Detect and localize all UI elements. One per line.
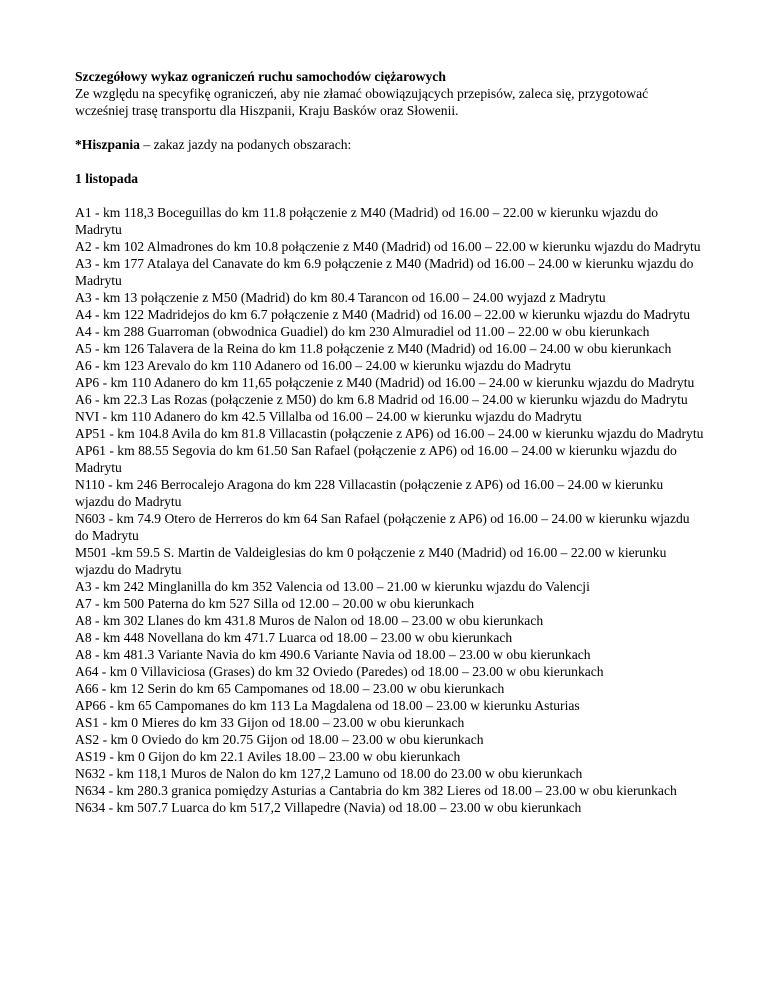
document-page [75, 68, 705, 816]
restriction-entry: N634 - km 280.3 granica pomiędzy Asturias a Cantabria do km 382 Lieres od 18.00 – 23.00 w obu kierunkach [75, 783, 677, 798]
restriction-list [75, 204, 705, 816]
country-name: *Hiszpania [75, 137, 140, 152]
restriction-entry: A64 - km 0 Villaviciosa (Grases) do km 32 Oviedo (Paredes) od 18.00 – 23.00 w obu kierunkach [75, 664, 604, 679]
restriction-entry: A4 - km 122 Madridejos do km 6.7 połączenie z M40 (Madrid) od 16.00 – 22.00 w kierunku wjazdu do Madrytu [75, 307, 691, 322]
restriction-entry: A8 - km 302 Llanes do km 431.8 Muros de Nalon od 18.00 – 23.00 w obu kierunkach [75, 613, 544, 628]
restriction-entry: AP61 - km 88.55 Segovia do km 61.50 San Rafael (połączenie z AP6) od 16.00 – 24.00 w kierunku wjazdu do Madrytu [75, 443, 677, 475]
restriction-entry: A8 - km 481.3 Variante Navia do km 490.6 Variante Navia od 18.00 – 23.00 w obu kierunkach [75, 647, 591, 662]
date-heading: 1 listopada [75, 171, 139, 186]
restriction-entry: M501 -km 59.5 S. Martin de Valdeiglesias do km 0 połączenie z M40 (Madrid) od 16.00 – 22.00 w kierunku wjazdu do Madrytu [75, 545, 667, 577]
country-description: – zakaz jazdy na podanych obszarach: [139, 137, 352, 152]
restriction-entry: AS19 - km 0 Gijon do km 22.1 Aviles 18.00 – 23.00 w obu kierunkach [75, 749, 461, 764]
restriction-entry: NVI - km 110 Adanero do km 42.5 Villalba od 16.00 – 24.00 w kierunku wjazdu do Madrytu [75, 409, 582, 424]
restriction-entry: A6 - km 22.3 Las Rozas (połączenie z M50) do km 6.8 Madrid od 16.00 – 24.00 w kierunku wjazdu do Madrytu [75, 392, 688, 407]
restriction-entry: A1 - km 118,3 Boceguillas do km 11.8 połączenie z M40 (Madrid) od 16.00 – 22.00 w kierunku wjazdu do Madrytu [75, 205, 659, 237]
restriction-entry: AP66 - km 65 Campomanes do km 113 La Magdalena od 18.00 – 23.00 w kierunku Asturias [75, 698, 580, 713]
restriction-entry: A66 - km 12 Serin do km 65 Campomanes od 18.00 – 23.00 w obu kierunkach [75, 681, 505, 696]
restriction-entry: A4 - km 288 Guarroman (obwodnica Guadiel) do km 230 Almuradiel od 11.00 – 22.00 w obu kierunkach [75, 324, 650, 339]
restriction-entry: A6 - km 123 Arevalo do km 110 Adanero od 16.00 – 24.00 w kierunku wjazdu do Madrytu [75, 358, 571, 373]
document-title: Szczegółowy wykaz ograniczeń ruchu samochodów ciężarowych [75, 69, 446, 84]
restriction-entry: AS1 - km 0 Mieres do km 33 Gijon od 18.00 – 23.00 w obu kierunkach [75, 715, 465, 730]
restriction-entry: N603 - km 74.9 Otero de Herreros do km 64 San Rafael (połączenie z AP6) od 16.00 – 24.00 w kierunku wjazdu do Madrytu [75, 511, 690, 543]
document-intro: Ze względu na specyfikę ograniczeń, aby nie złamać obowiązujących przepisów, zaleca się, przygotować wcześniej trasę transportu dla Hiszpanii, Kraju Basków oraz Słowenii. [75, 86, 649, 118]
restriction-entry: AS2 - km 0 Oviedo do km 20.75 Gijon od 18.00 – 23.00 w obu kierunkach [75, 732, 484, 747]
restriction-entry: A3 - km 13 połączenie z M50 (Madrid) do km 80.4 Tarancon od 16.00 – 24.00 wyjazd z Madrytu [75, 290, 606, 305]
restriction-entry: A3 - km 177 Atalaya del Canavate do km 6.9 połączenie z M40 (Madrid) od 16.00 – 24.00 w kierunku wjazdu do Madrytu [75, 256, 694, 288]
country-line [75, 136, 705, 153]
restriction-entry: AP6 - km 110 Adanero do km 11,65 połączenie z M40 (Madrid) od 16.00 – 24.00 w kierunku wjazdu do Madrytu [75, 375, 695, 390]
restriction-entry: A2 - km 102 Almadrones do km 10.8 połączenie z M40 (Madrid) od 16.00 – 22.00 w kierunku wjazdu do Madrytu [75, 239, 701, 254]
restriction-entry: A7 - km 500 Paterna do km 527 Silla od 12.00 – 20.00 w obu kierunkach [75, 596, 475, 611]
restriction-entry: A5 - km 126 Talavera de la Reina do km 11.8 połączenie z M40 (Madrid) od 16.00 – 24.00 w obu kierunkach [75, 341, 672, 356]
restriction-entry: A8 - km 448 Novellana do km 471.7 Luarca od 18.00 – 23.00 w obu kierunkach [75, 630, 513, 645]
restriction-entry: N632 - km 118,1 Muros de Nalon do km 127,2 Lamuno od 18.00 do 23.00 w obu kierunkach [75, 766, 583, 781]
restriction-entry: N634 - km 507.7 Luarca do km 517,2 Villapedre (Navia) od 18.00 – 23.00 w obu kierunkach [75, 800, 582, 815]
restriction-entry: AP51 - km 104.8 Avila do km 81.8 Villacastin (połączenie z AP6) od 16.00 – 24.00 w kierunku wjazdu do Madrytu [75, 426, 704, 441]
restriction-entry: A3 - km 242 Minglanilla do km 352 Valencia od 13.00 – 21.00 w kierunku wjazdu do Valencji [75, 579, 590, 594]
restriction-entry: N110 - km 246 Berrocalejo Aragona do km 228 Villacastin (połączenie z AP6) od 16.00 – 24.00 w kierunku wjazdu do Madrytu [75, 477, 664, 509]
